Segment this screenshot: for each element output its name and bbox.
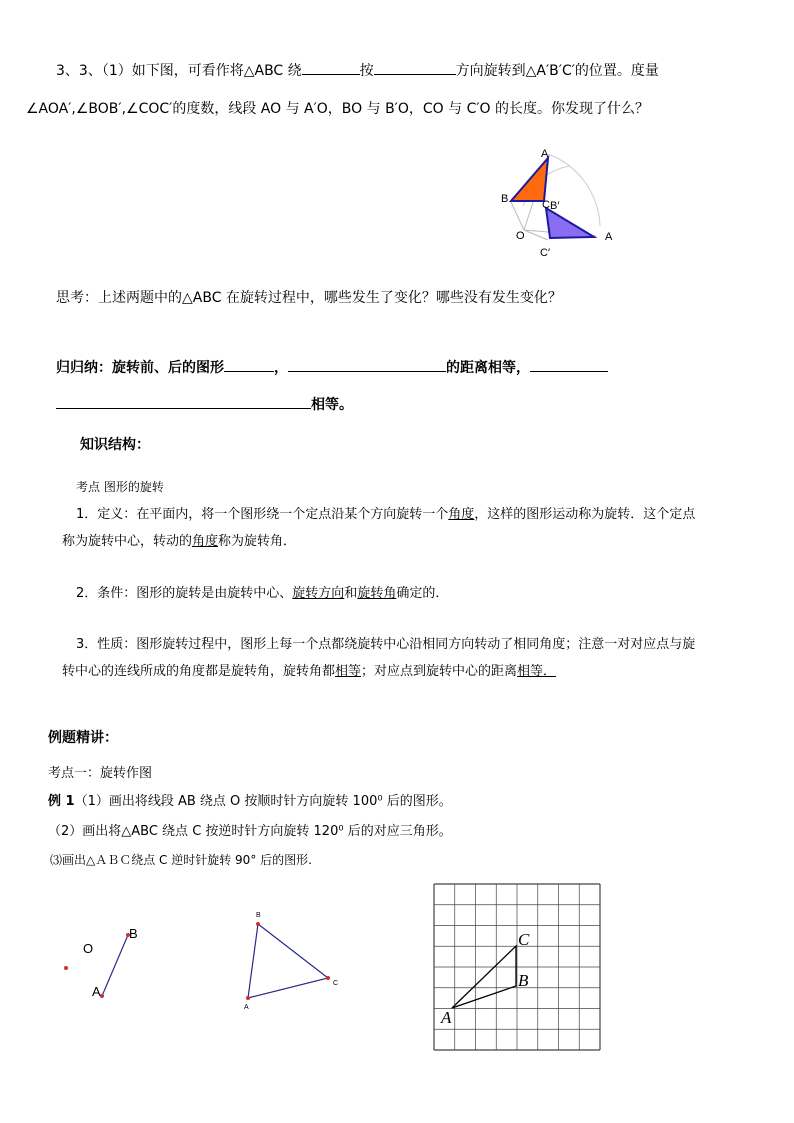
- q3-blank-direction[interactable]: [374, 60, 456, 75]
- q3-line1: [56, 60, 659, 80]
- cond-text-a: 2．条件：图形的旋转是由旋转中心、: [76, 586, 293, 601]
- q3-line2: ∠AOA′,∠BOB′,∠COC′的度数，线段 AO 与 A′O，BO 与 B′O，CO 与 C′O 的长度。你发现了什么？: [26, 101, 649, 117]
- q3-blank-center[interactable]: [302, 60, 360, 75]
- label-a-top: A: [541, 148, 549, 160]
- summary-blank-3[interactable]: [530, 357, 608, 372]
- prop-text-b: ；对应点到旋转中心的距离: [361, 664, 518, 679]
- point-o-dot: [64, 966, 68, 970]
- q3-line1-suffix: 方向旋转到△A′B′C′的位置。度量: [455, 63, 659, 79]
- think-question: 思考：上述两题中的△ABC 在旋转过程中，哪些发生了变化？哪些没有发生变化？: [56, 290, 562, 306]
- triangle-abc-prime: [546, 208, 594, 238]
- def-underlined-angle-2: 角度: [192, 534, 219, 549]
- summary-blank-4[interactable]: [56, 394, 311, 409]
- label-c-mid: C: [542, 199, 550, 211]
- q3-line1-prefix: 3、3、（1）如下图，可看作将△ABC 绕: [56, 63, 302, 79]
- summary-blank-2[interactable]: [288, 357, 446, 372]
- example1-part2: （2）画出将△ABC 绕点 C 按逆时针方向旋转 120⁰ 后的对应三角形。: [48, 824, 452, 839]
- summary-text-a: 归归纳：旋转前、后的图形: [56, 360, 224, 376]
- property-line1: 3．性质：图形旋转过程中，图形上每一个点都绕旋转中心沿相同方向转动了相同角度；注意一对对应点与旋: [76, 637, 696, 652]
- prop-underlined-equal: 相等: [335, 664, 362, 679]
- examples-heading: 例题精讲：: [48, 730, 118, 746]
- label-seg-b: B: [129, 926, 138, 941]
- example1-label: 例 1: [48, 794, 75, 809]
- cond-underlined-angle: 旋转角: [357, 586, 397, 601]
- definition-line2: [62, 530, 296, 549]
- prop-underlined-equal-2: 相等．: [517, 664, 557, 679]
- prop-text-a: 转中心的连线所成的角度都是旋转角，旋转角都: [62, 664, 336, 679]
- label-c-prime: C′: [540, 247, 551, 259]
- label-b-left: B: [501, 193, 509, 205]
- def-text-c: 称为旋转中心，转动的: [62, 534, 193, 549]
- knowledge-point-title: 考点 图形的旋转: [76, 480, 164, 494]
- grid-figure: [432, 882, 602, 1052]
- label-tri-b: B: [256, 912, 261, 919]
- label-tri-c: C: [333, 980, 339, 987]
- summary-line2: [56, 394, 353, 414]
- segment-figure: [55, 920, 165, 1010]
- label-o: O: [516, 230, 525, 242]
- summary-blank-1[interactable]: [224, 357, 274, 372]
- label-tri-a: A: [244, 1004, 249, 1011]
- property-line2: [62, 660, 556, 679]
- example1-part1-text: （1）画出将线段 AB 绕点 O 按顺时针方向旋转 100⁰ 后的图形。: [74, 794, 452, 809]
- summary-text-end: 相等。: [311, 397, 353, 413]
- triangle-figure: [240, 908, 350, 1018]
- label-grid-a: A: [441, 1008, 452, 1027]
- example1-part1: [48, 790, 452, 809]
- def-text-b: ，这样的图形运动称为旋转．这个定点: [474, 507, 696, 522]
- label-b-prime: B′: [550, 200, 560, 212]
- knowledge-heading: 知识结构：: [80, 437, 150, 453]
- ray-ob: [511, 202, 524, 230]
- q3-line1-mid: 按: [359, 63, 374, 79]
- example1-part3: ⑶画出△ＡＢＣ绕点 C 逆时针旋转 90° 后的图形.: [50, 853, 312, 867]
- label-seg-a: A: [92, 984, 101, 999]
- label-seg-o: O: [83, 941, 94, 956]
- cond-text-b: 和: [344, 586, 358, 601]
- summary-line1: [56, 357, 608, 377]
- triangle-outline: [248, 924, 328, 998]
- def-text-d: 称为旋转角．: [218, 534, 297, 549]
- def-underlined-angle: 角度: [448, 507, 475, 522]
- condition-line: [76, 582, 448, 601]
- summary-sep: ，: [274, 360, 288, 376]
- label-grid-c: C: [518, 930, 530, 949]
- tri-b-dot: [256, 922, 260, 926]
- def-text-a: 1．定义：在平面内，将一个图形绕一个定点沿某个方向旋转一个: [76, 507, 449, 522]
- summary-text-b: 的距离相等，: [446, 360, 530, 376]
- rotation-figure: [498, 144, 618, 264]
- examples-point1: 考点一：旋转作图: [48, 766, 153, 781]
- label-a-right: A: [605, 231, 613, 243]
- definition-line1: [76, 503, 695, 522]
- cond-underlined-direction: 旋转方向: [292, 586, 345, 601]
- grid-lines: [434, 884, 600, 1050]
- cond-text-c: 确定的．: [396, 586, 449, 601]
- label-grid-b: B: [518, 971, 529, 990]
- tri-c-dot: [326, 976, 330, 980]
- segment-ab: [102, 935, 128, 996]
- grid-triangle: [452, 946, 516, 1008]
- tri-a-dot: [246, 996, 250, 1000]
- triangle-abc: [511, 158, 548, 201]
